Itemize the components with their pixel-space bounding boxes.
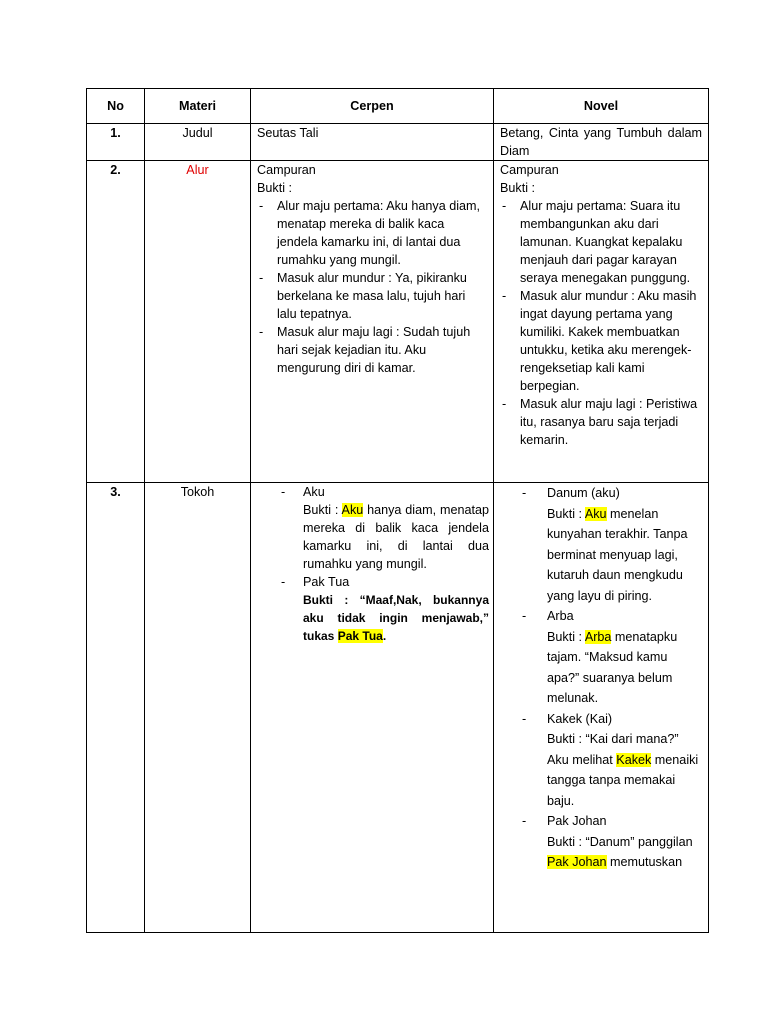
highlighted-name: Aku [584, 506, 607, 521]
row-number: 2. [87, 161, 145, 483]
alur-type: Campuran [257, 163, 316, 177]
tokoh-name: Pak Johan [547, 814, 607, 828]
tokoh-novel-cell [494, 483, 709, 933]
bukti-text: Bukti : “Maaf,Nak, bukannya aku tidak ingin menjawab,” tukas [303, 593, 489, 643]
list-item: - Alur maju pertama: Aku hanya diam, menatap mereka di balik kaca jendela kamarku ini, di lantai dua rumahku yang mungil. [257, 197, 487, 269]
row-number: 1. [87, 124, 145, 161]
tokoh-bukti [547, 729, 702, 811]
alur-bukti-label: Bukti : [257, 181, 292, 195]
list-item [520, 483, 702, 606]
tokoh-name: Arba [547, 609, 574, 623]
bukti-text: Bukti : [547, 506, 585, 521]
list-item [520, 811, 702, 873]
tokoh-name: Pak Tua [303, 575, 350, 589]
alur-novel-cell [494, 161, 709, 483]
tokoh-bukti [547, 504, 702, 607]
list-item [520, 709, 702, 812]
list-item: - Masuk alur maju lagi : Peristiwa itu, rasanya baru saja terjadi kemarin. [500, 395, 702, 449]
tokoh-list [279, 483, 489, 645]
list-item: - Masuk alur maju lagi : Sudah tujuh hari sejak kejadian itu. Aku mengurung diri di kamar. [257, 323, 487, 377]
header-row [87, 89, 709, 124]
alur-list [257, 197, 487, 377]
alur-type: Campuran [500, 163, 559, 177]
header-no: No [87, 89, 145, 124]
row-materi: Judul [145, 124, 251, 161]
bukti-text: menatapku tajam. “Maksud kamu apa?” suaranya belum melunak. [547, 629, 678, 705]
highlighted-name: Arba [584, 629, 612, 644]
list-item [279, 573, 489, 645]
highlighted-name: Kakek [616, 752, 652, 767]
comparison-table [86, 88, 709, 933]
row-materi-alur: Alur [145, 161, 251, 483]
header-cerpen: Cerpen [251, 89, 494, 124]
tokoh-bukti [547, 627, 702, 709]
bukti-text: Bukti : [547, 629, 585, 644]
tokoh-cerpen-cell [251, 483, 494, 933]
tokoh-name: Danum (aku) [547, 486, 620, 500]
tokoh-bukti [547, 832, 702, 873]
header-materi: Materi [145, 89, 251, 124]
list-item [279, 483, 489, 573]
alur-list [500, 197, 702, 449]
list-item [520, 606, 702, 709]
row-cerpen: Seutas Tali [251, 124, 494, 161]
table-row [87, 483, 709, 933]
tokoh-name: Aku [303, 485, 325, 499]
bukti-text: Bukti : “Danum” panggilan [547, 834, 693, 849]
alur-bukti-label: Bukti : [500, 181, 535, 195]
list-item: - Alur maju pertama: Suara itu membangunkan aku dari lamunan. Kuangkat kepalaku menjauh dari pagar karayan seraya menegakan punggung. [500, 197, 702, 287]
list-item: - Masuk alur mundur : Ya, pikiranku berkelana ke masa lalu, tujuh hari lalu tepatnya. [257, 269, 487, 323]
table-row [87, 161, 709, 483]
row-materi: Tokoh [145, 483, 251, 933]
table-row [87, 124, 709, 161]
list-item: - Masuk alur mundur : Aku masih ingat dayung pertama yang kumiliki. Kakek membuatkan untukku, ketika aku merengek-rengeksetiap kali kami berpegian. [500, 287, 702, 395]
tokoh-list [520, 483, 702, 873]
bukti-text: menaiki tangga tanpa memakai baju. [547, 752, 699, 808]
highlighted-name: Pak Johan [547, 855, 607, 869]
tokoh-bukti [303, 591, 489, 645]
alur-cerpen-cell [251, 161, 494, 483]
tokoh-bukti [303, 501, 489, 573]
highlighted-name: Pak Tua [337, 629, 383, 643]
bukti-text: . [382, 629, 387, 643]
bukti-text: Bukti : “Kai dari mana?” Aku melihat [547, 732, 679, 767]
row-novel: Betang, Cinta yang Tumbuh dalam Diam [494, 124, 709, 161]
bukti-text: menelan kunyahan terakhir. Tanpa berminat menyuap lagi, kutaruh daun mengkudu yang layu di piring. [547, 506, 688, 603]
row-number: 3. [87, 483, 145, 933]
bukti-text: memutuskan [606, 855, 683, 869]
header-novel: Novel [494, 89, 709, 124]
bukti-text: hanya diam, menatap mereka di balik kaca jendela kamarku ini, di lantai dua rumahku yang mungil. [303, 503, 489, 571]
tokoh-name: Kakek (Kai) [547, 711, 613, 726]
bukti-text: Bukti : [303, 503, 342, 517]
highlighted-name: Aku [341, 503, 364, 517]
